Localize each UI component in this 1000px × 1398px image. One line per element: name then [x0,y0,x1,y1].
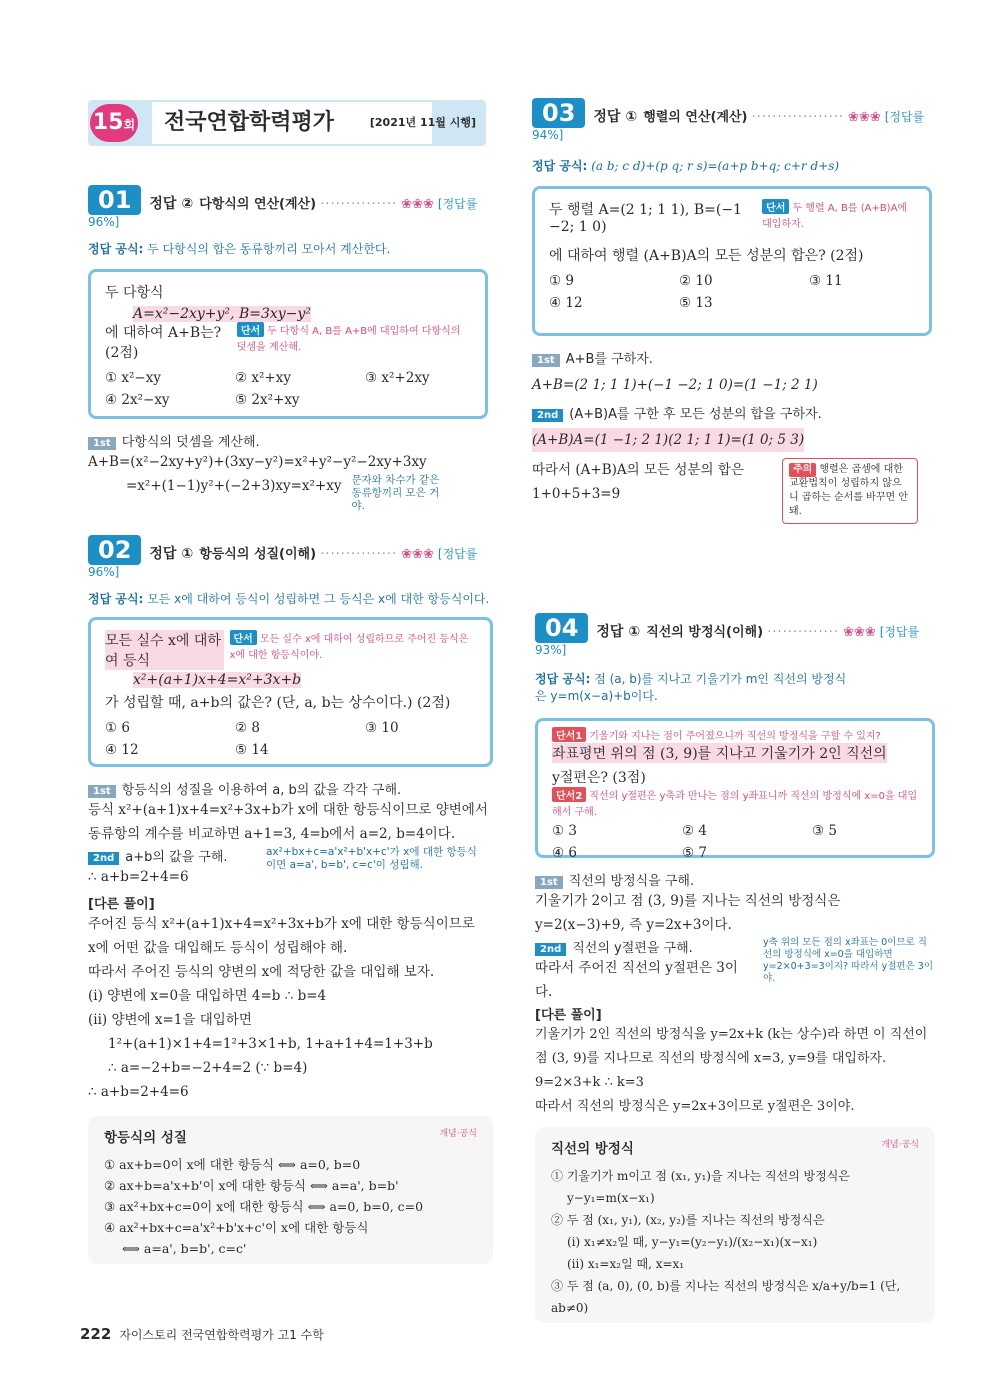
step-tag: 1st [535,876,563,889]
q01-rate: [정답률 96%] [88,197,478,229]
q03-sol-1: A+B=(2 1; 1 1)+(−1 −2; 1 0)=(1 −1; 2 1) [532,377,818,393]
q03-solution [532,348,932,524]
q01-text-3: 에 대하여 A+B는? (2점) 단서 두 다항식 A, B를 A+B에 대입하여 다항식의 덧셈을 계산해. [105,322,471,362]
q01-options [105,370,471,408]
q04-hint-2: 직선의 y절편은 y축과 만나는 점의 y좌표니까 직선의 방정식에 x=0을 대입해서 구해. [552,791,918,818]
q02-answer: 정답 ① [149,546,194,562]
option-1[interactable]: ① 3 [552,823,577,839]
q02-topic: 항등식의 성질(이해) [199,547,317,562]
q01-sol-2: =x²+(1−1)y²+(−2+3)xy=x²+xy [126,478,342,494]
q02-text-2: x²+(a+1)x+4=x²+3x+b [133,672,302,688]
q02-concept [88,1116,493,1264]
q01-solution [88,431,488,513]
concept-tag: 개념·공식 [881,1140,919,1150]
q01-text-2: A=x²−2xy+y², B=3xy−y² [133,306,311,322]
clue-tag: 단서 [762,199,789,214]
q01-formula: 정답 공식: 두 다항식의 합은 동류항끼리 모아서 계산한다. [88,242,391,256]
option-1[interactable]: ① 6 [105,720,130,736]
q01-note: 문자와 차수가 같은 동류항끼리 모은 거야. [351,474,440,512]
q04-number: 04 [535,613,588,643]
q01-box [88,269,488,419]
q03-box [532,186,932,336]
option-2[interactable]: ② 8 [235,720,260,736]
q04-sol-1: 기울기가 2이고 점 (3, 9)를 지나는 직선의 방정식은 [535,893,841,909]
difficulty-icon: ❀❀❀ [843,625,876,640]
q03-dots: ·················· [751,110,845,125]
q02-box [88,617,493,767]
q01-number: 01 [88,185,141,215]
footer [80,1325,324,1343]
question-04 [535,613,935,1323]
q03-sol-4: 1+0+5+3=9 [532,486,621,502]
q01-heading [88,185,488,230]
concept-title: 직선의 방정식 [551,1141,634,1157]
q03-step2: (A+B)A를 구한 후 모든 성분의 합을 구하자. [569,407,822,422]
concept-tag: 개념·공식 [439,1129,477,1139]
q02-step1: 항등식의 성질을 이용하여 a, b의 값을 각각 구해. [121,783,402,798]
q02-text-3: 가 성립할 때, a+b의 값은? (단, a, b는 상수이다.) (2점) [105,695,451,711]
option-4[interactable]: ④ 12 [549,295,583,311]
q02-sol-3: ∴ a+b=2+4=6 [88,869,189,885]
q04-formula: 정답 공식: 점 (a, b)를 지나고 기울기가 m인 직선의 방정식은 y=m(x−a)+b이다. [535,672,847,703]
q01-topic: 다항식의 연산(계산) [199,197,317,212]
q03-text-1: 두 행렬 A=(2 1; 1 1), B=(−1 −2; 1 0) [549,202,742,235]
option-2[interactable]: ② 4 [682,823,707,839]
exam-date: [2021년 11월 시행] [369,116,476,129]
q02-heading [88,535,493,580]
q03-rate: [정답률 94%] [532,110,925,142]
question-03 [532,98,932,524]
concept-title: 항등식의 성질 [104,1130,187,1146]
option-2[interactable]: ② x²+xy [235,370,291,386]
clue-tag: 단서 [237,322,264,337]
q04-dots: ·············· [767,625,840,640]
difficulty-icon: ❀❀❀ [848,110,881,125]
option-1[interactable]: ① x²−xy [105,370,161,386]
q03-answer: 정답 ① [593,109,638,125]
option-2[interactable]: ② 10 [679,273,713,289]
clue-tag-1: 단서1 [552,727,586,742]
option-4[interactable]: ④ 6 [552,845,577,861]
difficulty-icon: ❀❀❀ [401,197,434,212]
q02-rate: [정답률 96%] [88,547,478,579]
q04-rate: [정답률 93%] [535,625,920,657]
step-tag: 1st [88,437,116,450]
option-5[interactable]: ⑤ 7 [682,845,707,861]
q02-solution [88,779,493,1104]
round-badge: 15회 [90,104,138,142]
concept-lines: ① ax+b=0이 x에 대한 항등식 ⟺ a=0, b=0 ② ax+b=a'x+b'이 x에 대한 항등식 ⟺ a=a', b=b' ③ ax²+bx+c=0이 x에 대한 항등식 ⟺ a=0, b=0, c=0 ④ ax²+bx+c=a'x²+b'x+c'이 x에 대한 항등식 ⟺ a=a', b=b', c=c' [104,1157,424,1256]
q02-note: ax²+bx+c=a'x²+b'x+c'가 x에 대한 항등식이면 a=a', b=b', c=c'이 성립해. [266,846,477,871]
book-title: 자이스토리 전국연합학력평가 고1 수학 [119,1328,324,1342]
q04-text-2: y절편은? (3점) [552,770,646,786]
step-tag: 1st [532,354,560,367]
q04-alt-title: [다른 풀이] [535,1008,602,1023]
q04-topic: 직선의 방정식(이해) [646,625,764,640]
option-4[interactable]: ④ 12 [105,742,139,758]
q01-dots: ··············· [320,197,398,212]
q04-hint-1: 기울기와 지나는 점이 주어졌으니까 직선의 방정식을 구할 수 있지? [589,731,881,742]
q02-alt: 주어진 등식 x²+(a+1)x+4=x²+3x+b가 x에 대한 항등식이므로 x에 어떤 값을 대입해도 등식이 성립해야 해. 따라서 주어진 등식의 양변의 x에 적당한 값을 대입해 보자. (i) 양변에 x=0을 대입하면 4=b ∴ b=4 (ii) 양변에 x=1을 대입하면 1²+(a+1)×1+4=1²+3×1+b, 1+a+1+4=1+3+b ∴ a=−2+b=−2+4=2 (∵ b=4) ∴ a+b=2+4=6 [88,916,475,1100]
difficulty-icon: ❀❀❀ [401,547,434,562]
q02-hint: 모든 실수 x에 대하여 성립하므로 주어진 등식은 x에 대한 항등식이야. [229,634,469,661]
q01-text-1: 두 다항식 [105,285,164,301]
option-4[interactable]: ④ 2x²−xy [105,392,170,408]
q01-sol-1: A+B=(x²−2xy+y²)+(3xy−y²)=x²+y²−y²−2xy+3xy [88,454,427,470]
option-5[interactable]: ⑤ 13 [679,295,713,311]
option-5[interactable]: ⑤ 14 [235,742,269,758]
q04-heading [535,613,935,658]
q04-step1: 직선의 방정식을 구해. [568,874,695,889]
warning-text: 행렬은 곱셈에 대한 교환법칙이 성립하지 않으니 곱하는 순서를 바꾸면 안돼. [789,464,908,517]
warning-tag: 주의 [789,463,816,477]
q04-options [552,823,918,861]
q04-box [535,718,935,861]
option-3[interactable]: ③ x²+2xy [365,370,430,386]
q04-concept [535,1127,935,1323]
step-tag: 1st [88,785,116,798]
option-3[interactable]: ③ 10 [365,720,399,736]
q02-step2: a+b의 값을 구해. [125,850,228,865]
page-number: 222 [80,1325,112,1343]
q01-hint: 두 다항식 A, B를 A+B에 대입하여 다항식의 덧셈을 계산해. [236,326,461,353]
q03-text-2: 에 대하여 행렬 (A+B)A의 모든 성분의 합은? (2점) [549,248,864,264]
q02-text-1: 모든 실수 x에 대하여 등식 [105,630,224,670]
q04-alt: 기울기가 2인 직선의 방정식을 y=2x+k (k는 상수)라 하면 이 직선이 점 (3, 9)를 지나므로 직선의 방정식에 x=3, y=9를 대입하자. 9=2×3+k ∴ k=3 따라서 직선의 방정식은 y=2x+3이므로 y절편은 3이야. [535,1027,928,1114]
q03-sol-2: (A+B)A=(1 −1; 2 1)(2 1; 1 1)=(1 0; 5 3) [532,428,804,452]
step-tag: 2nd [88,852,119,865]
q04-sol-3: 따라서 주어진 직선의 y절편은 3이다. [535,960,738,1000]
clue-tag-2: 단서2 [552,787,586,802]
q04-step2: 직선의 y절편을 구해. [572,941,693,956]
q02-line1 [105,630,476,670]
q02-options [105,720,476,758]
warning-box [782,458,918,524]
q03-hint: 두 행렬 A, B를 (A+B)A에 대입하자. [762,203,908,230]
q03-topic: 행렬의 연산(계산) [643,110,748,125]
concept-lines: ① 기울기가 m이고 점 (x₁, y₁)을 지나는 직선의 방정식은 y−y₁=m(x−x₁) ② 두 점 (x₁, y₁), (x₂, y₂)를 지나는 직선의 방정식은 (i) x₁≠x₂일 때, y−y₁=(y₂−y₁)/(x₂−x₁)(x−x₁) (ii) x₁=x₂일 때, x=x₁ ③ 두 점 (a, 0), (0, b)를 지나는 직선의 방정식은 x/a+y/b=1 (단, ab≠0) [551,1169,901,1315]
q02-number: 02 [88,535,141,565]
question-01 [88,185,488,513]
option-3[interactable]: ③ 11 [809,273,843,289]
q02-alt-title: [다른 풀이] [88,897,155,912]
option-3[interactable]: ③ 5 [812,823,837,839]
q02-formula: 정답 공식: 모든 x에 대하여 등식이 성립하면 그 등식은 x에 대한 항등식이다. [88,592,490,606]
option-1[interactable]: ① 9 [549,273,574,289]
q04-sol-2: y=2(x−3)+9, 즉 y=2x+3이다. [535,917,732,933]
q03-heading [532,98,932,143]
q04-text-1: 좌표평면 위의 점 (3, 9)를 지나고 기울기가 2인 직선의 [552,743,887,763]
q04-note: y축 위의 모든 점의 x좌표는 0이므로 직선의 방정식에 x=0을 대입하면 y=2×0+3=3이지? 따라서 y절편은 3이야. [763,937,933,984]
q01-answer: 정답 ② [149,196,194,212]
q03-line1 [549,199,915,235]
q03-options [549,273,915,311]
q03-formula: 정답 공식: (a b; c d)+(p q; r s)=(a+p b+q; c+r d+s) [532,159,840,173]
question-02 [88,535,493,1264]
q04-solution [535,870,935,1119]
exam-title: 전국연합학력평가 [152,102,432,144]
q01-step1: 다항식의 덧셈을 계산해. [121,435,260,450]
q02-sol-2: 동류항의 계수를 비교하면 a+1=3, 4=b에서 a=2, b=4이다. [88,826,456,842]
clue-tag: 단서 [230,630,257,645]
q02-dots: ··············· [320,547,398,562]
option-5[interactable]: ⑤ 2x²+xy [235,392,300,408]
q03-sol-3: 따라서 (A+B)A의 모든 성분의 합은 [532,462,744,478]
step-tag: 2nd [535,943,566,956]
q03-number: 03 [532,98,585,128]
step-tag: 2nd [532,409,563,422]
q03-step1: A+B를 구하자. [565,352,653,367]
q04-answer: 정답 ① [596,624,641,640]
round-header [88,100,486,146]
q02-sol-1: 등식 x²+(a+1)x+4=x²+3x+b가 x에 대한 항등식이므로 양변에서 [88,802,488,818]
